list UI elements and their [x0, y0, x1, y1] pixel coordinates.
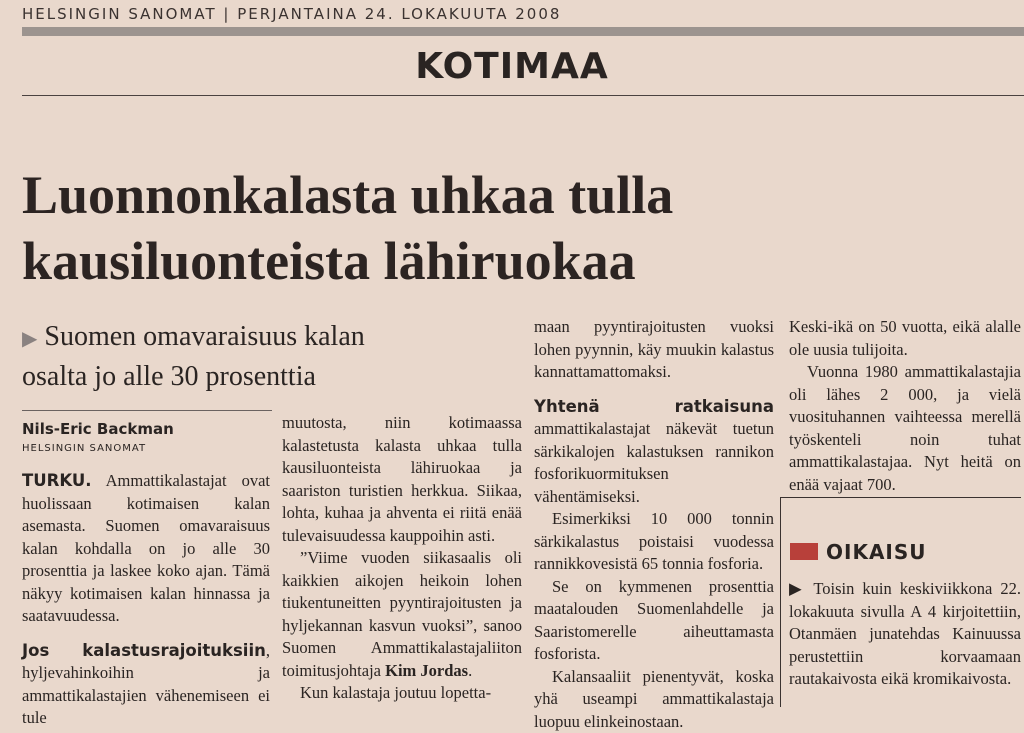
paragraph-end: .	[468, 661, 472, 680]
paragraph-text: , hyljevahinkoihin ja ammattikalastajien vähenemiseen ei tule	[22, 641, 270, 728]
paragraph	[22, 470, 270, 628]
masthead-paper: HELSINGIN SANOMAT	[22, 5, 217, 23]
deck-line-2: osalta jo alle 30 prosenttia	[22, 358, 432, 396]
person-name: Kim Jordas	[385, 661, 468, 680]
byline-author: Nils-Eric Backman	[22, 420, 174, 438]
dateline: TURKU.	[22, 471, 92, 490]
section-rule	[22, 95, 1024, 96]
headline-line-2: kausiluonteista lähiruokaa	[22, 228, 822, 294]
paragraph: Esimerkiksi 10 000 tonnin särkikalastus poistaisi vuodessa rannikkovesistä 65 tonnia fosforia.	[534, 508, 774, 576]
triangle-icon: ▶	[22, 328, 37, 350]
correction-body	[789, 578, 1021, 691]
byline-rule	[22, 410, 272, 411]
deck	[22, 318, 432, 396]
paragraph-lead: Yhtenä ratkaisuna	[534, 397, 774, 416]
article-column-4	[789, 316, 1021, 496]
paragraph-lead: Jos kalastusrajoituksiin	[22, 641, 266, 660]
paragraph-text: ”Viime vuoden siikasaalis oli kaikkien aikojen heikoin lohen tiukentuneitten pyyntirajoitusten ja hyljekannan kasvun vuoksi”, sanoo Suomen Ammattikalastajaliiton toimitusjohtaja	[282, 548, 522, 680]
paragraph-text: ammattikalastajat näkevät tuetun särkikalojen kalastuksen rannikon fosforikuormituksen vähentämiseksi.	[534, 419, 774, 506]
headline-line-1: Luonnonkalasta uhkaa tulla	[22, 162, 822, 228]
paragraph: muutosta, niin kotimaassa kalastetusta kalasta uhkaa tulla kausiluonteista lähiruokaa ja saariston turistien herkkua. Siikaa, lohta, kuhaa ja ahventa ei riitä enää tulevaisuudessa kauppoihin asti.	[282, 412, 522, 547]
article-column-3	[534, 316, 774, 733]
paragraph-text: Ammattikalastajat ovat huolissaan kotimaisen kalan asemasta. Suomen omavaraisuus kalan kohdalla on jo alle 30 prosenttia ja laskee koko ajan. Tämä näkyy kotimaisen kalan hinnassa ja saatavuudessa.	[22, 471, 270, 625]
paragraph: Kun kalastaja joutuu lopetta-	[282, 682, 522, 705]
red-square-icon	[790, 543, 818, 560]
byline-paper: HELSINGIN SANOMAT	[22, 443, 146, 454]
masthead-date: PERJANTAINA 24. LOKAKUUTA 2008	[237, 5, 561, 23]
section-title: KOTIMAA	[0, 46, 1024, 87]
paragraph: Se on kymmenen prosenttia maatalouden Suomenlahdelle ja Saaristomerelle aiheuttamasta fosforista.	[534, 576, 774, 666]
masthead	[22, 5, 561, 23]
headline	[22, 162, 822, 294]
deck-line-1	[22, 318, 432, 358]
paragraph: maan pyyntirajoitusten vuoksi lohen pyynnin, käy muukin kalastus kannattamattomaksi.	[534, 316, 774, 384]
masthead-rule	[22, 27, 1024, 36]
paragraph	[534, 396, 774, 509]
correction-text: Toisin kuin keskiviikkona 22. lokakuuta sivulla A 4 kirjoitettiin, Otanmäen junatehdas Kainuussa perustettiin korvaamaan rautakaivosta eikä kromikaivosta.	[789, 579, 1021, 688]
paragraph: Kalansaaliit pienentyvät, koska yhä useampi ammattikalastaja luopuu elinkeinostaan.	[534, 666, 774, 733]
paragraph	[282, 547, 522, 682]
correction-title	[790, 540, 927, 564]
article-column-1	[22, 470, 270, 730]
triangle-icon: ▶	[789, 579, 806, 598]
paragraph	[22, 640, 270, 730]
masthead-separator: |	[223, 5, 237, 23]
deck-text-1: Suomen omavaraisuus kalan	[44, 321, 364, 352]
article-column-2	[282, 412, 522, 705]
paragraph: Keski-ikä on 50 vuotta, eikä alalle ole uusia tulijoita.	[789, 316, 1021, 361]
paragraph: Vuonna 1980 ammattikalastajia oli lähes 2 000, ja vielä vuosituhannen vaihteessa merellä työskenteli noin tuhat ammattikalastajaa. Nyt heitä on enää vajaat 700.	[789, 361, 1021, 496]
correction-title-text: OIKAISU	[826, 540, 927, 564]
